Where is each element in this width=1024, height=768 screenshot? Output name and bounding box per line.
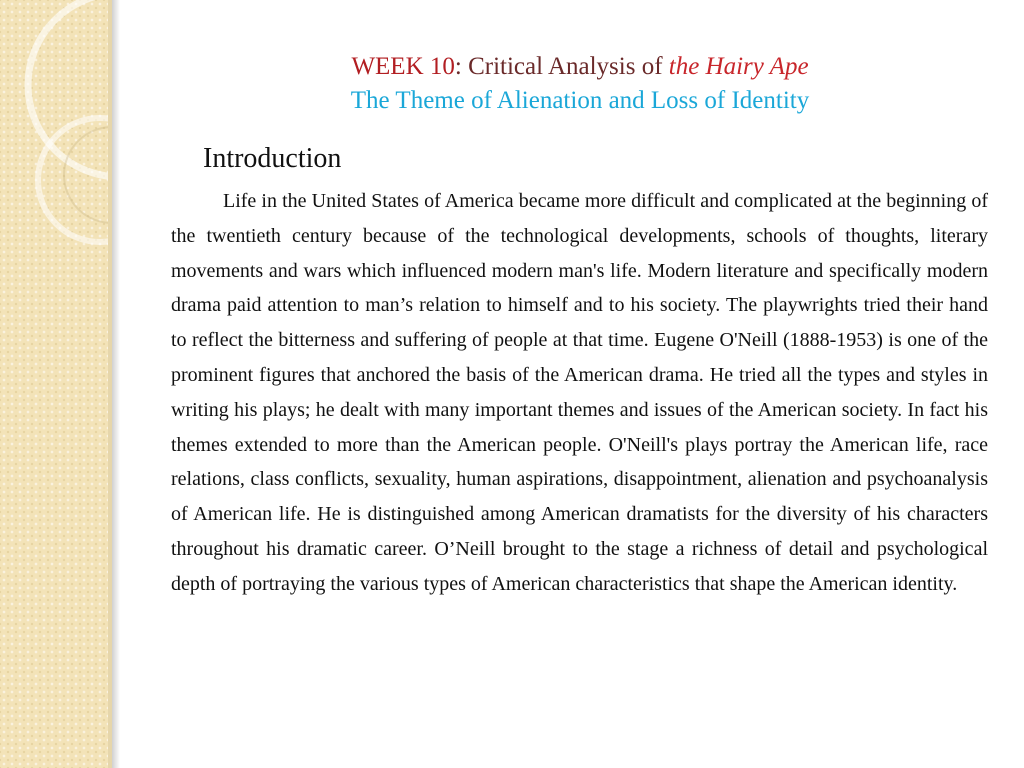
section-heading: Introduction (203, 143, 342, 174)
title-line-1 (300, 50, 860, 84)
decorative-arcs (0, 0, 112, 300)
slide-subtitle: The Theme of Alienation and Loss of Identity (350, 87, 810, 114)
title-separator: : (454, 53, 469, 80)
slide-title (300, 50, 860, 118)
band-shadow (112, 0, 120, 768)
title-week: WEEK 10 (351, 53, 455, 80)
title-play-name: the Hairy Ape (668, 53, 809, 80)
introduction-paragraph: Life in the United States of America became more difficult and complicated at the beginning of the twentieth century because of the technological developments, schools of thoughts, literary movements and wars which influenced modern man's life. Modern literature and specifically modern drama paid attention to man’s relation to himself and to his society. The playwrights tried their hand to reflect the bitterness and suffering of people at that time. Eugene O'Neill (1888-1953) is one of the prominent figures that anchored the basis of the American drama. He tried all the types and styles in writing his plays; he dealt with many important themes and issues of the American society. In fact his themes extended to more than the American people. O'Neill's plays portray the American life, race relations, class conflicts, sexuality, human aspirations, disappointment, alienation and psychoanalysis of American life. He is distinguished among American dramatists for the diversity of his characters throughout his dramatic career. O’Neill brought to the stage a richness of detail and psychological depth of portraying the various types of American characteristics that shape the American identity. (171, 190, 988, 595)
title-analysis: Critical Analysis of (468, 53, 669, 80)
